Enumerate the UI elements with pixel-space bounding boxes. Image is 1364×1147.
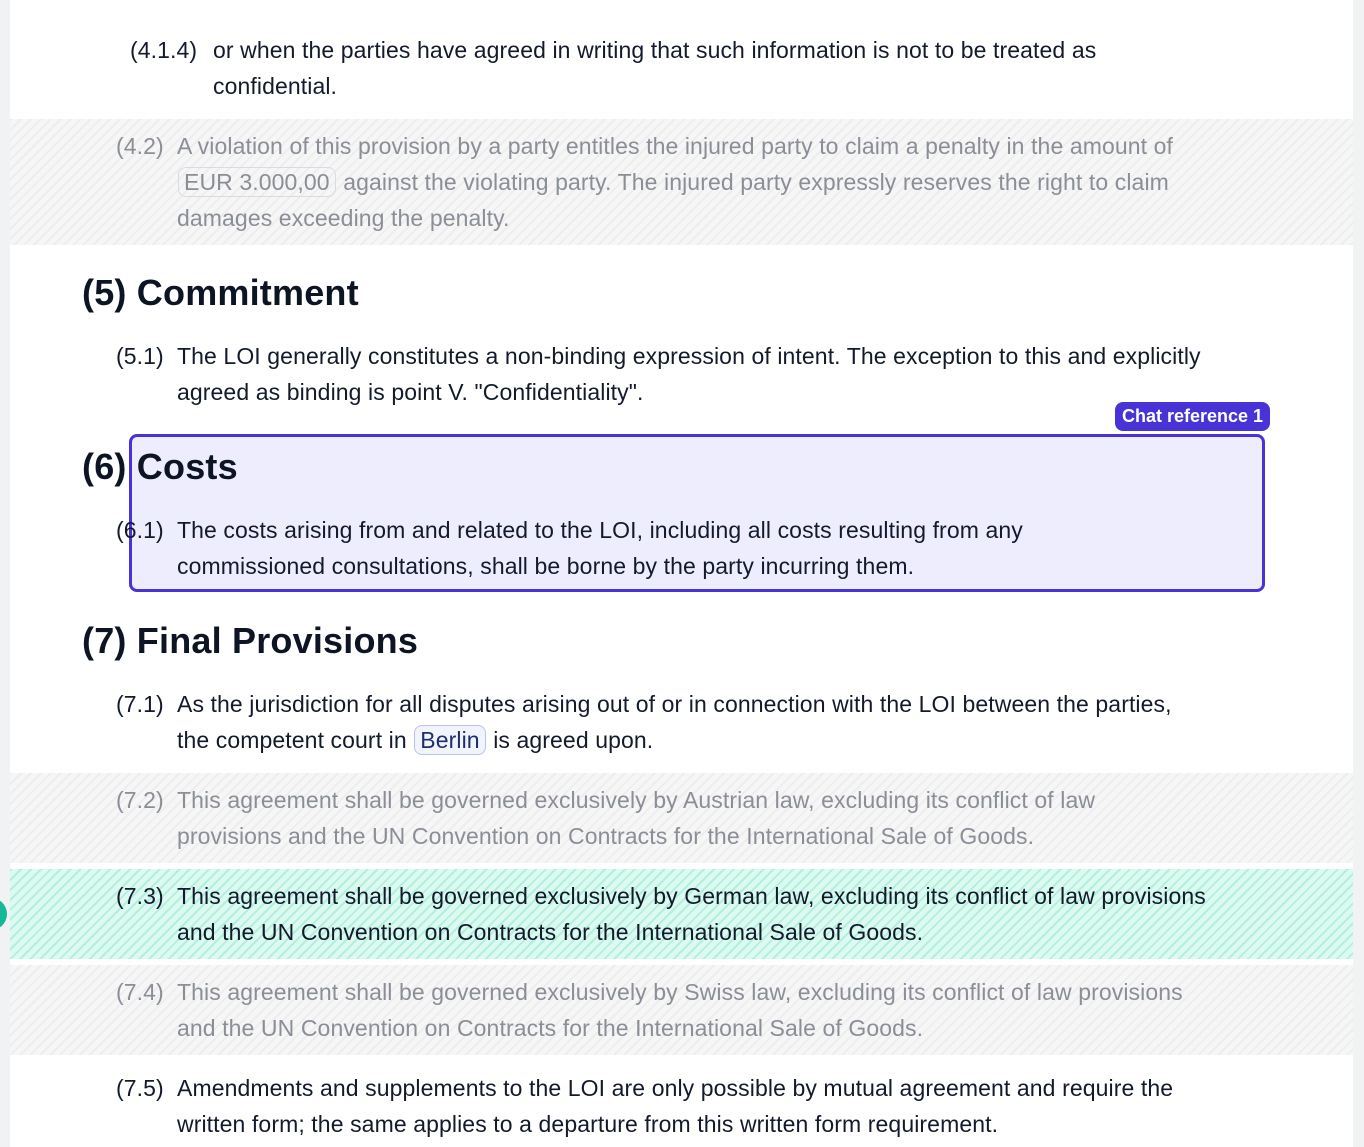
clause-text: or when the parties have agreed in writing that such information is not to be treated as confidential. — [213, 37, 1097, 99]
clause-7-1 — [116, 686, 1206, 758]
clause-4-1-4 — [130, 32, 1210, 104]
clause-7-2 — [116, 782, 1206, 854]
clause-6-1 — [116, 512, 1156, 584]
clause-text: against the violating party. The injured party expressly reserves the right to claim damages exceeding the penalty. — [177, 169, 1169, 231]
page-edge — [1353, 0, 1364, 1147]
clause-number: (4.1.4) — [130, 37, 198, 63]
penalty-amount-chip[interactable]: EUR 3.000,00 — [178, 167, 336, 197]
clause-7-5 — [116, 1070, 1236, 1142]
clause-4-2 — [116, 128, 1256, 236]
clause-number: (7.1) — [116, 691, 164, 717]
clause-number: (7.3) — [116, 883, 164, 909]
clause-text: This agreement shall be governed exclusively by Austrian law, excluding its conflict of law provisions and the UN Convention on Contracts for the International Sale of Goods. — [177, 787, 1096, 849]
clause-number: (6.1) — [116, 517, 164, 543]
clause-number: (7.2) — [116, 787, 164, 813]
clause-5-1 — [116, 338, 1226, 410]
jurisdiction-city-chip[interactable]: Berlin — [414, 725, 485, 755]
section-heading-commitment: (5) Commitment — [82, 272, 359, 313]
clause-text: As the jurisdiction for all disputes arising out of or in connection with the LOI between the parties, the competent court in — [177, 691, 1172, 753]
clause-text: Amendments and supplements to the LOI are only possible by mutual agreement and require the written form; the same applies to a departure from this written form requirement. — [177, 1075, 1174, 1137]
clause-number: (5.1) — [116, 343, 164, 369]
clause-7-4 — [116, 974, 1186, 1046]
clause-text: This agreement shall be governed exclusively by Swiss law, excluding its conflict of law provisions and the UN Convention on Contracts for the International Sale of Goods. — [177, 979, 1183, 1041]
clause-7-3 — [116, 878, 1206, 950]
selected-option-marker[interactable] — [0, 898, 7, 930]
clause-text: The LOI generally constitutes a non-binding expression of intent. The exception to this and explicitly agreed as binding is point V. "Confidentiality". — [177, 343, 1201, 405]
clause-number: (7.5) — [116, 1075, 164, 1101]
clause-text: This agreement shall be governed exclusively by German law, excluding its conflict of law provisions and the UN Convention on Contracts for the International Sale of Goods. — [177, 883, 1206, 945]
clause-number: (7.4) — [116, 979, 164, 1005]
clause-text: The costs arising from and related to the LOI, including all costs resulting from any commissioned consultations, shall be borne by the party incurring them. — [177, 517, 1023, 579]
section-heading-costs: (6) Costs — [82, 446, 238, 487]
chat-reference-label[interactable]: Chat reference 1 — [1115, 402, 1270, 431]
clause-text: A violation of this provision by a party entitles the injured party to claim a penalty in the amount of — [177, 133, 1174, 159]
clause-number: (4.2) — [116, 133, 164, 159]
clause-text: is agreed upon. — [493, 727, 654, 753]
section-heading-final-provisions: (7) Final Provisions — [82, 620, 419, 661]
